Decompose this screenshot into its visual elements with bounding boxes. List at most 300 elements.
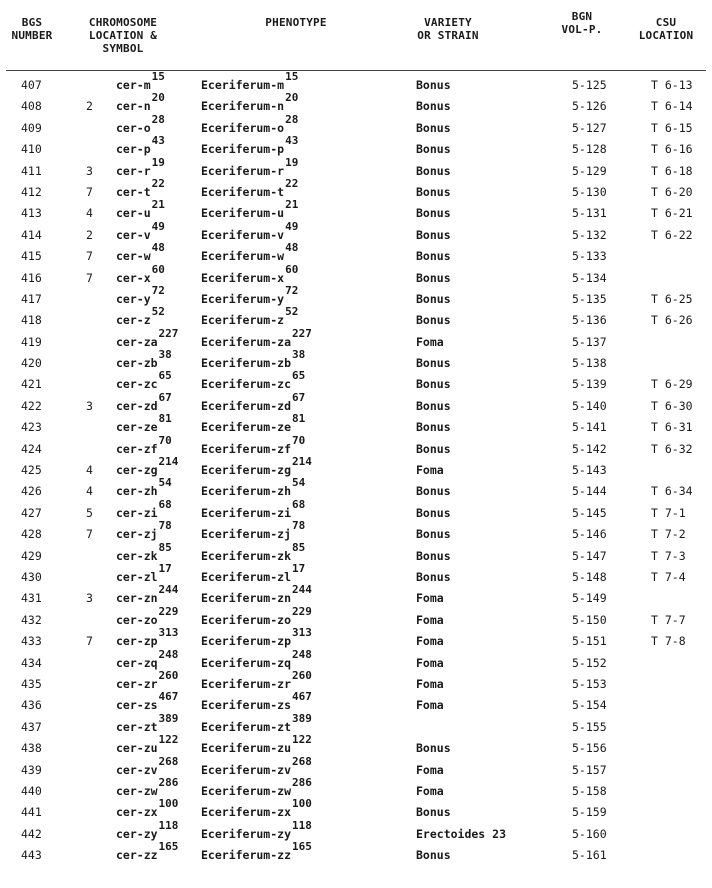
allele-superscript: 60 — [285, 262, 299, 276]
allele-superscript: 286 — [158, 775, 179, 789]
allele-superscript: 70 — [292, 433, 306, 447]
variety-strain — [416, 845, 451, 866]
phenotype-text: Eceriferum-zu — [201, 741, 292, 756]
variety-strain-text: Foma — [416, 591, 444, 606]
allele-superscript: 15 — [151, 70, 165, 83]
variety-strain-text: Bonus — [416, 441, 451, 456]
allele-superscript: 244 — [158, 583, 179, 597]
gene-symbol-text: cer-zh — [116, 484, 158, 499]
chromosome-text: 7 — [86, 527, 93, 542]
phenotype-text: Eceriferum-zs — [201, 698, 292, 713]
allele-superscript: 65 — [292, 369, 306, 383]
header-bgs-number: BGS NUMBER — [11, 16, 53, 42]
variety-strain-text: Bonus — [416, 227, 451, 242]
bgs-number-text: 424 — [21, 441, 42, 456]
variety-strain-text: Bonus — [416, 120, 451, 135]
bgs-number-text: 429 — [21, 548, 42, 563]
bgs-number — [21, 845, 42, 866]
bgn-vol-page-text: 5-141 — [572, 420, 607, 435]
bgn-vol-page-text: 5-125 — [572, 78, 607, 92]
allele-superscript: 100 — [292, 797, 312, 811]
table-row — [0, 585, 712, 606]
bgs-number-text: 430 — [21, 569, 42, 584]
table-row — [0, 818, 712, 842]
allele-superscript: 268 — [158, 754, 179, 768]
table-row — [0, 735, 712, 756]
gene-symbol-text: cer-zx — [116, 805, 158, 820]
chromosome-text: 2 — [86, 227, 93, 242]
gene-symbol-text: cer-v — [116, 227, 151, 242]
variety-strain-text: Bonus — [416, 420, 451, 435]
bgn-vol-page-text: 5-133 — [572, 249, 607, 264]
allele-superscript: 81 — [292, 412, 306, 426]
phenotype-text: Eceriferum-zd — [201, 398, 292, 413]
phenotype-text: Eceriferum-o — [201, 120, 285, 135]
gene-symbol-text: cer-r — [116, 163, 151, 178]
allele-superscript: 19 — [285, 155, 299, 169]
csu-location-text: T 6-22 — [651, 227, 693, 242]
allele-superscript: 81 — [158, 412, 172, 426]
variety-strain-text: Foma — [416, 655, 444, 670]
allele-superscript: 389 — [158, 711, 179, 725]
gene-symbol-text: cer-ze — [116, 420, 158, 435]
table-row — [0, 72, 712, 93]
allele-superscript: 78 — [158, 519, 172, 533]
gene-symbol-text: cer-zz — [116, 848, 158, 863]
chromosome-text: 3 — [86, 591, 93, 606]
variety-strain-text: Erectoides 23 — [416, 826, 507, 841]
allele-superscript: 248 — [292, 647, 312, 661]
table-row — [0, 262, 712, 286]
phenotype-text: Eceriferum-z — [201, 313, 285, 328]
bgn-vol-page-text: 5-161 — [572, 848, 607, 863]
allele-superscript: 19 — [151, 155, 165, 169]
table-row — [0, 112, 712, 136]
bgn-vol-page-text: 5-155 — [572, 719, 607, 734]
gene-symbol-text: cer-zi — [116, 505, 158, 520]
allele-superscript: 60 — [151, 262, 165, 276]
phenotype-text: Eceriferum-zj — [201, 527, 292, 542]
allele-superscript: 43 — [151, 134, 165, 148]
allele-superscript: 165 — [292, 840, 312, 854]
phenotype-text: Eceriferum-zg — [201, 463, 292, 478]
allele-superscript: 118 — [292, 818, 312, 832]
phenotype-text: Eceriferum-zc — [201, 377, 292, 392]
phenotype-text: Eceriferum-u — [201, 206, 285, 221]
variety-strain-text: Foma — [416, 463, 444, 478]
csu-location-text: T 6-34 — [651, 484, 693, 499]
allele-superscript: 260 — [158, 668, 179, 682]
bgs-number-text: 414 — [21, 227, 42, 242]
phenotype-text: Eceriferum-v — [201, 227, 285, 242]
phenotype — [201, 840, 312, 866]
gene-symbol-text: cer-o — [116, 120, 151, 135]
allele-superscript: 85 — [158, 540, 172, 554]
gene-symbol-text: cer-zs — [116, 698, 158, 713]
bgn-vol-page-text: 5-137 — [572, 334, 607, 349]
csu-location-text: T 7-7 — [651, 612, 686, 627]
allele-superscript: 85 — [292, 540, 306, 554]
csu-location-text: T 6-21 — [651, 206, 693, 221]
allele-superscript: 467 — [292, 690, 312, 704]
gene-symbol-text: cer-zq — [116, 655, 158, 670]
bgs-number-text: 419 — [21, 334, 42, 349]
allele-superscript: 20 — [285, 91, 299, 105]
variety-strain-text: Bonus — [416, 270, 451, 285]
bgs-number-text: 443 — [21, 848, 42, 863]
gene-symbol-text: cer-zb — [116, 356, 158, 371]
variety-strain-text: Bonus — [416, 249, 451, 264]
chromosome-text: 7 — [86, 184, 93, 199]
bgn-vol-page-text: 5-138 — [572, 356, 607, 371]
phenotype-text: Eceriferum-t — [201, 184, 285, 199]
gene-symbol-text: cer-p — [116, 142, 151, 157]
allele-superscript: 227 — [292, 326, 312, 340]
allele-superscript: 268 — [292, 754, 312, 768]
phenotype-text: Eceriferum-w — [201, 249, 285, 264]
phenotype-text: Eceriferum-zy — [201, 826, 292, 841]
bgn-vol-page-text: 5-158 — [572, 783, 607, 798]
csu-location-text: T 6-32 — [651, 441, 693, 456]
csu-location-text: T 6-16 — [651, 142, 693, 157]
phenotype-text: Eceriferum-x — [201, 270, 285, 285]
bgs-number-text: 418 — [21, 313, 42, 328]
allele-superscript: 17 — [158, 561, 172, 575]
csu-location-text: T 6-14 — [651, 99, 693, 114]
table-row — [0, 628, 712, 649]
csu-location-text: T 6-15 — [651, 120, 693, 135]
bgn-vol-page-text: 5-143 — [572, 463, 607, 478]
gene-symbol-text: cer-z — [116, 313, 151, 328]
bgs-number-text: 434 — [21, 655, 42, 670]
table-row — [0, 842, 712, 863]
bgn-vol-page-text: 5-139 — [572, 377, 607, 392]
table-row — [0, 711, 712, 735]
gene-symbol-text: cer-zk — [116, 548, 158, 563]
gene-symbol-text: cer-zf — [116, 441, 158, 456]
variety-strain-text: Bonus — [416, 527, 451, 542]
bgn-vol-page-text: 5-131 — [572, 206, 607, 221]
phenotype-text: Eceriferum-zz — [201, 848, 292, 863]
bgs-number-text: 421 — [21, 377, 42, 392]
variety-strain-text: Bonus — [416, 142, 451, 157]
allele-superscript: 22 — [151, 176, 165, 190]
gene-symbol-text: cer-zv — [116, 762, 158, 777]
gene-symbol-text: cer-zg — [116, 463, 158, 478]
phenotype-text: Eceriferum-zp — [201, 634, 292, 649]
phenotype-text: Eceriferum-zl — [201, 569, 292, 584]
allele-superscript: 100 — [158, 797, 179, 811]
bgs-number-text: 441 — [21, 805, 42, 820]
phenotype-text: Eceriferum-za — [201, 334, 292, 349]
bgs-number-text: 439 — [21, 762, 42, 777]
csu-location-text: T 6-30 — [651, 398, 693, 413]
chromosome-text: 7 — [86, 270, 93, 285]
variety-strain-text: Bonus — [416, 805, 451, 820]
variety-strain-text: Bonus — [416, 184, 451, 199]
bgs-number-text: 409 — [21, 120, 42, 135]
bgn-vol-page-text: 5-136 — [572, 313, 607, 328]
bgn-vol-page-text: 5-146 — [572, 527, 607, 542]
variety-strain-text: Bonus — [416, 505, 451, 520]
bgs-number-text: 413 — [21, 206, 42, 221]
bgs-number-text: 436 — [21, 698, 42, 713]
allele-superscript: 28 — [151, 112, 165, 126]
gene-symbol-text: cer-t — [116, 184, 151, 199]
phenotype-text: Eceriferum-p — [201, 142, 285, 157]
bgn-vol-page-text: 5-150 — [572, 612, 607, 627]
gene-symbol-text: cer-w — [116, 249, 151, 264]
variety-strain-text: Bonus — [416, 163, 451, 178]
table-row — [0, 93, 712, 114]
table-row — [0, 155, 712, 179]
phenotype-text: Eceriferum-ze — [201, 420, 292, 435]
bgs-number-text: 427 — [21, 505, 42, 520]
table-row — [0, 604, 712, 628]
chromosome-text: 4 — [86, 206, 93, 221]
table-row — [0, 433, 712, 457]
bgn-vol-page-text: 5-152 — [572, 655, 607, 670]
bgs-number-text: 426 — [21, 484, 42, 499]
phenotype-text: Eceriferum-y — [201, 291, 285, 306]
allele-superscript: 54 — [158, 476, 172, 490]
allele-superscript: 54 — [292, 476, 306, 490]
bgs-number-text: 433 — [21, 634, 42, 649]
allele-superscript: 22 — [285, 176, 299, 190]
allele-superscript: 15 — [285, 70, 299, 83]
allele-superscript: 313 — [158, 626, 179, 640]
bgs-number-text: 407 — [21, 78, 42, 92]
bgn-vol-page-text: 5-135 — [572, 291, 607, 306]
allele-superscript: 72 — [151, 283, 165, 297]
csu-location-text: T 6-26 — [651, 313, 693, 328]
variety-strain-text: Foma — [416, 334, 444, 349]
table-row — [0, 647, 712, 671]
bgn-vol-page-text: 5-149 — [572, 591, 607, 606]
phenotype-text: Eceriferum-zi — [201, 505, 292, 520]
bgn-vol-page-text: 5-132 — [572, 227, 607, 242]
header-csu-location: CSU LOCATION — [638, 16, 694, 42]
bgs-number-text: 422 — [21, 398, 42, 413]
bgs-number-text: 411 — [21, 163, 42, 178]
gene-symbol-text: cer-zl — [116, 569, 158, 584]
csu-location-text: T 7-2 — [651, 527, 686, 542]
allele-superscript: 118 — [158, 818, 179, 832]
table-header — [0, 0, 712, 72]
table-row — [0, 668, 712, 692]
phenotype-text: Eceriferum-zw — [201, 783, 292, 798]
variety-strain-text: Bonus — [416, 569, 451, 584]
table-row — [0, 521, 712, 542]
variety-strain-text: Bonus — [416, 313, 451, 328]
bgs-number-text: 420 — [21, 356, 42, 371]
allele-superscript: 28 — [285, 112, 299, 126]
header-variety-strain: VARIETY OR STRAIN — [417, 16, 479, 42]
bgs-number-text: 425 — [21, 463, 42, 478]
bgn-vol-page-text: 5-126 — [572, 99, 607, 114]
allele-superscript: 52 — [151, 305, 165, 319]
csu-location-text: T 6-13 — [651, 78, 693, 92]
chromosome-text: 7 — [86, 249, 93, 264]
bgs-number-text: 431 — [21, 591, 42, 606]
gene-symbol-text: cer-zp — [116, 634, 158, 649]
table-row — [0, 799, 712, 820]
gene-symbol-text: cer-zd — [116, 398, 158, 413]
allele-superscript: 52 — [285, 305, 299, 319]
allele-superscript: 48 — [151, 241, 165, 255]
bgn-vol-page-text: 5-153 — [572, 676, 607, 691]
allele-superscript: 68 — [292, 497, 306, 511]
bgs-number-text: 432 — [21, 612, 42, 627]
table-row — [0, 371, 712, 392]
bgn-vol-page-text: 5-147 — [572, 548, 607, 563]
gene-symbol-text: cer-zo — [116, 612, 158, 627]
bgn-vol-page-text: 5-127 — [572, 120, 607, 135]
variety-strain-text: Foma — [416, 762, 444, 777]
table-row — [0, 692, 712, 713]
allele-superscript: 165 — [158, 840, 179, 854]
phenotype-text: Eceriferum-zf — [201, 441, 292, 456]
table-row — [0, 390, 712, 414]
gene-symbol-text: cer-zy — [116, 826, 158, 841]
variety-strain-text: Bonus — [416, 848, 451, 863]
allele-superscript: 43 — [285, 134, 299, 148]
gene-symbol-text: cer-zu — [116, 741, 158, 756]
bgn-vol-page-text: 5-156 — [572, 741, 607, 756]
csu-location-text: T 7-3 — [651, 548, 686, 563]
gene-symbol-text: cer-zn — [116, 591, 158, 606]
bgs-number-text: 442 — [21, 826, 42, 841]
table-row — [0, 561, 712, 585]
allele-superscript: 214 — [158, 455, 179, 469]
phenotype-text: Eceriferum-zr — [201, 676, 292, 691]
csu-location-text: T 7-1 — [651, 505, 686, 520]
allele-superscript: 122 — [292, 733, 312, 747]
allele-superscript: 389 — [292, 711, 312, 725]
table-row — [0, 136, 712, 157]
csu-location-text: T 6-29 — [651, 377, 693, 392]
variety-strain-text: Foma — [416, 634, 444, 649]
chromosome-text: 3 — [86, 398, 93, 413]
phenotype-text: Eceriferum-zh — [201, 484, 292, 499]
bgs-number-text: 435 — [21, 676, 42, 691]
gene-symbol-text: cer-y — [116, 291, 151, 306]
table-row — [0, 283, 712, 307]
allele-superscript: 48 — [285, 241, 299, 255]
allele-superscript: 68 — [158, 497, 172, 511]
bgs-number-text: 440 — [21, 783, 42, 798]
phenotype-text: Eceriferum-m — [201, 78, 285, 92]
allele-superscript: 67 — [292, 390, 306, 404]
gene-symbol-text: cer-zc — [116, 377, 158, 392]
allele-superscript: 72 — [285, 283, 299, 297]
bgn-vol-page-text: 5-159 — [572, 805, 607, 820]
table-row — [0, 478, 712, 499]
gene-symbol-text: cer-zw — [116, 783, 158, 798]
table-row — [0, 176, 712, 200]
allele-superscript: 21 — [151, 198, 165, 212]
phenotype-text: Eceriferum-n — [201, 99, 285, 114]
table-row — [0, 307, 712, 328]
allele-superscript: 467 — [158, 690, 179, 704]
bgn-vol-page-text: 5-154 — [572, 698, 607, 713]
bgn-vol-page-text: 5-148 — [572, 569, 607, 584]
gene-symbol-text: cer-zr — [116, 676, 158, 691]
variety-strain-text: Bonus — [416, 484, 451, 499]
gene-symbol-text: cer-za — [116, 334, 158, 349]
bgn-vol-page-text: 5-129 — [572, 163, 607, 178]
variety-strain-text: Bonus — [416, 377, 451, 392]
table-row — [0, 350, 712, 371]
csu-location-text: T 6-25 — [651, 291, 693, 306]
variety-strain-text: Foma — [416, 698, 444, 713]
allele-superscript: 38 — [292, 348, 306, 362]
table-body — [0, 72, 712, 863]
csu-location-text: T 6-20 — [651, 184, 693, 199]
csu-location-text: T 6-31 — [651, 420, 693, 435]
allele-superscript: 122 — [158, 733, 179, 747]
bgs-number-text: 417 — [21, 291, 42, 306]
variety-strain-text: Foma — [416, 612, 444, 627]
chromosome-text: 4 — [86, 463, 93, 478]
gene-symbol-text: cer-zt — [116, 719, 158, 734]
bgn-vol-page-text: 5-160 — [572, 826, 607, 841]
allele-superscript: 214 — [292, 455, 312, 469]
allele-superscript: 70 — [158, 433, 172, 447]
phenotype-text: Eceriferum-zv — [201, 762, 292, 777]
gene-symbol-text: cer-m — [116, 78, 151, 92]
variety-strain-text: Bonus — [416, 78, 451, 92]
gene-symbol-text: cer-x — [116, 270, 151, 285]
csu-location-text: T 7-4 — [651, 569, 686, 584]
header-phenotype: PHENOTYPE — [265, 16, 327, 29]
table-row — [0, 754, 712, 778]
allele-superscript: 49 — [285, 219, 299, 233]
allele-superscript: 78 — [292, 519, 306, 533]
bgn-vol-page-text: 5-142 — [572, 441, 607, 456]
phenotype-text: Eceriferum-zn — [201, 591, 292, 606]
allele-superscript: 229 — [292, 604, 312, 618]
table-row — [0, 414, 712, 435]
bgn-vol-page-text: 5-130 — [572, 184, 607, 199]
variety-strain-text: Bonus — [416, 398, 451, 413]
bgs-number-text: 438 — [21, 741, 42, 756]
bgs-number-text: 428 — [21, 527, 42, 542]
bgn-vol-page-text: 5-144 — [572, 484, 607, 499]
allele-superscript: 21 — [285, 198, 299, 212]
allele-superscript: 260 — [292, 668, 312, 682]
variety-strain-text: Bonus — [416, 291, 451, 306]
gene-symbol — [116, 840, 179, 866]
bgs-number-text: 408 — [21, 99, 42, 114]
allele-superscript: 286 — [292, 775, 312, 789]
phenotype-text: Eceriferum-zx — [201, 805, 292, 820]
allele-superscript: 229 — [158, 604, 179, 618]
table-row — [0, 200, 712, 221]
variety-strain-text: Foma — [416, 676, 444, 691]
allele-superscript: 227 — [158, 326, 179, 340]
chromosome-text: 5 — [86, 505, 93, 520]
bgn-vol-page-text: 5-140 — [572, 398, 607, 413]
csu-location-text: T 6-18 — [651, 163, 693, 178]
header-rule — [6, 70, 706, 71]
chromosome-text: 7 — [86, 634, 93, 649]
gene-symbol-text: cer-zj — [116, 527, 158, 542]
chromosome-text: 4 — [86, 484, 93, 499]
chromosome-text: 3 — [86, 163, 93, 178]
bgn-vol-page-text: 5-157 — [572, 762, 607, 777]
allele-superscript: 49 — [151, 219, 165, 233]
